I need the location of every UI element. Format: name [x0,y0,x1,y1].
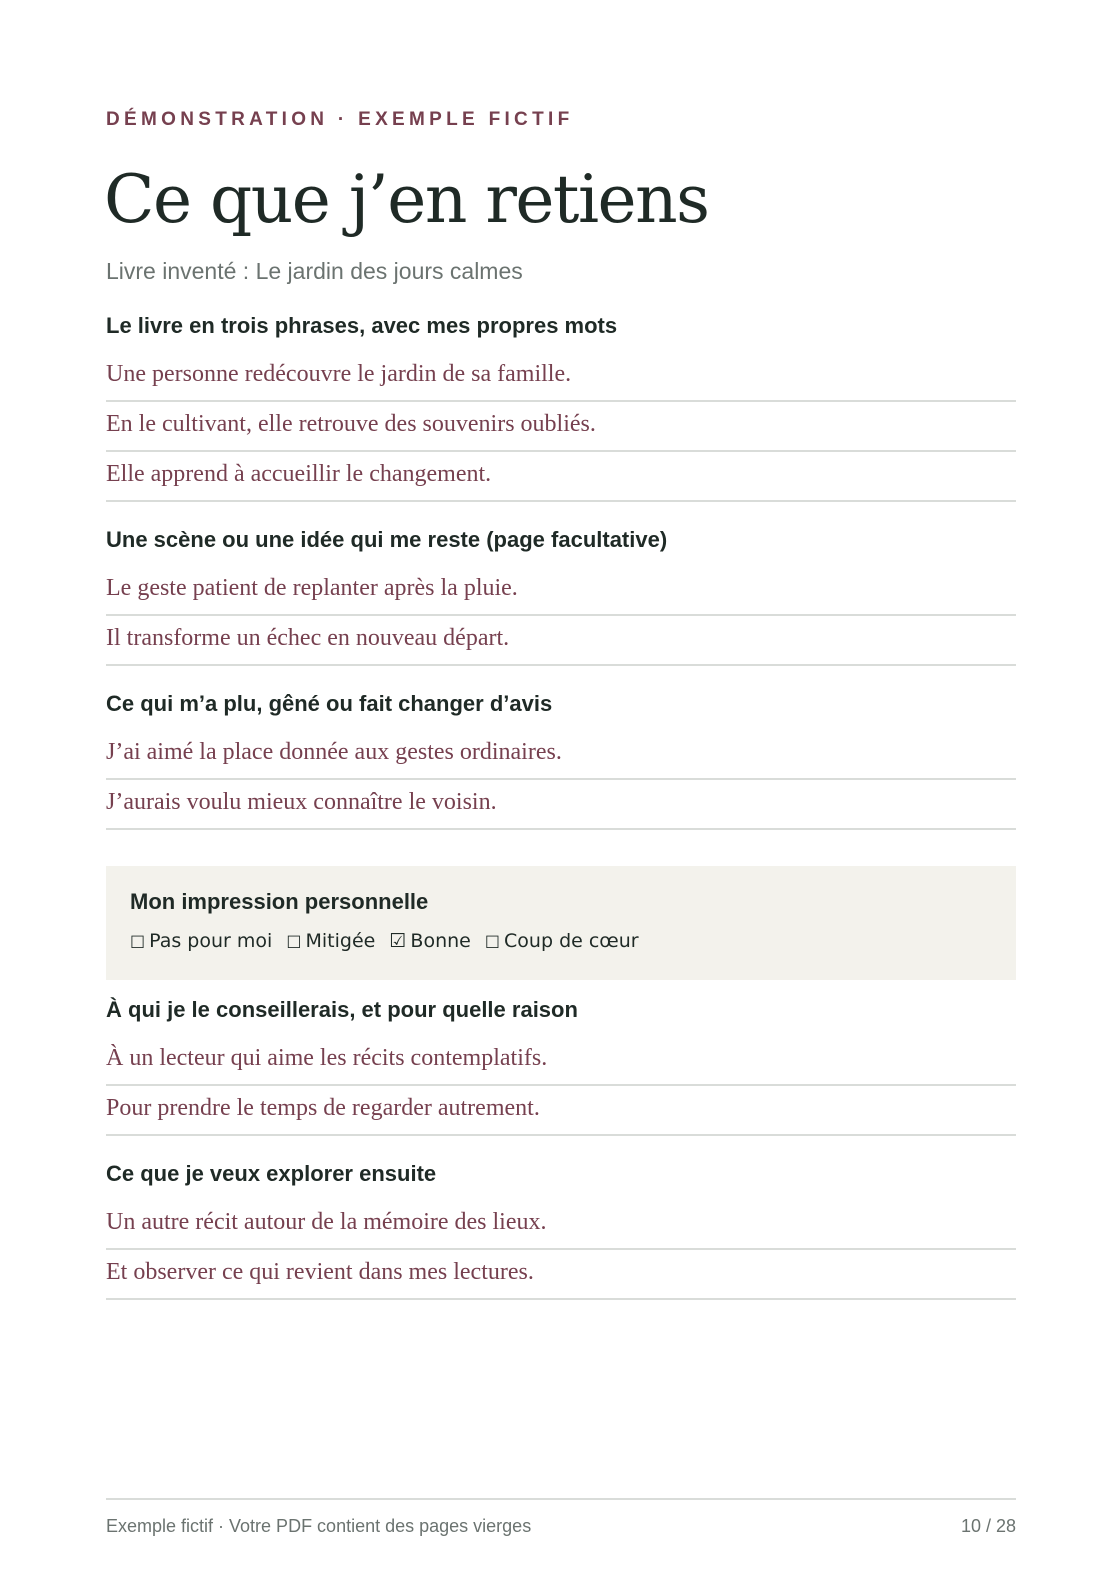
page-number: 10 / 28 [960,1516,1016,1536]
section-heading: Ce que je veux explorer ensuite [106,1161,437,1186]
option-coup-de-coeur[interactable] [485,930,639,952]
writing-line: J’aurais voulu mieux connaître le voisin. [106,780,1016,830]
writing-line: Un autre récit autour de la mémoire des lieux. [106,1200,1016,1250]
section-memorable-scene [106,526,1016,666]
impression-heading: Mon impression personnelle [130,889,429,914]
checkbox-icon: □ [286,931,302,950]
eyebrow-label: DÉMONSTRATION · EXEMPLE FICTIF [106,109,574,130]
section-summary [106,312,1016,502]
writing-line: Pour prendre le temps de regarder autrement. [106,1086,1016,1136]
checkbox-icon: □ [484,931,501,950]
option-pas-pour-moi[interactable] [130,930,272,952]
impression-options [130,928,992,954]
section-recommendation [106,996,1016,1136]
page-subtitle: Livre inventé : Le jardin des jours calmes [106,258,523,284]
option-label: Mitigée [305,930,376,952]
option-bonne[interactable] [389,930,470,952]
section-heading: Le livre en trois phrases, avec mes propres mots [106,313,618,338]
writing-line: En le cultivant, elle retrouve des souvenirs oubliés. [106,402,1016,452]
writing-line: Une personne redécouvre le jardin de sa famille. [106,352,1016,402]
option-label: Bonne [410,930,471,952]
section-heading: Ce qui m’a plu, gêné ou fait changer d’avis [106,691,553,716]
checkbox-icon: □ [130,931,146,950]
writing-line: Le geste patient de replanter après la pluie. [106,566,1016,616]
checkbox-checked-icon: ☑ [389,930,407,952]
page-title: Ce que j’en retiens [104,161,709,238]
writing-line: J’ai aimé la place donnée aux gestes ordinaires. [106,730,1016,780]
writing-line: Il transforme un échec en nouveau départ. [106,616,1016,666]
writing-line: Elle apprend à accueillir le changement. [106,452,1016,502]
impression-box [106,866,1016,980]
writing-line: À un lecteur qui aime les récits contemplatifs. [106,1036,1016,1086]
writing-line: Et observer ce qui revient dans mes lectures. [106,1250,1016,1300]
page-footer [106,1498,1016,1537]
option-label: Coup de cœur [504,930,639,952]
option-label: Pas pour moi [149,930,273,952]
section-heading: À qui je le conseillerais, et pour quelle raison [106,997,578,1022]
section-next-steps [106,1160,1016,1300]
option-mitigee[interactable] [286,930,375,952]
footer-note: Exemple fictif · Votre PDF contient des pages vierges [106,1516,532,1536]
section-heading: Une scène ou une idée qui me reste (page facultative) [106,527,668,552]
section-opinion [106,690,1016,830]
